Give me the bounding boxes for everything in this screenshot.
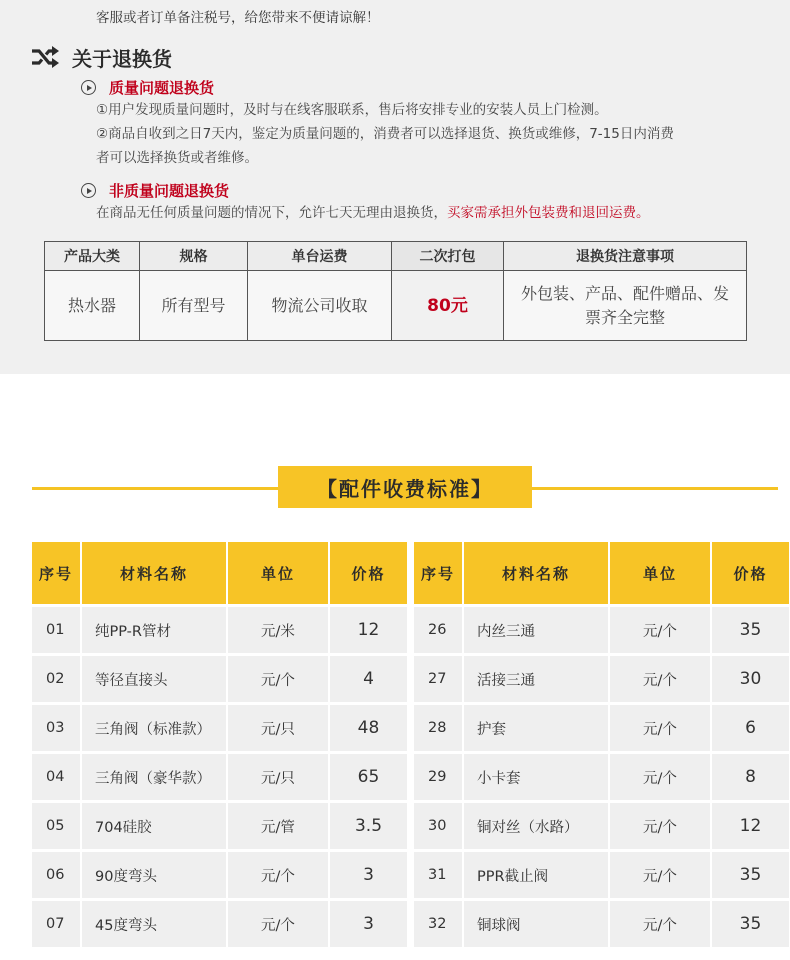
returns-heading — [30, 42, 172, 72]
table-row — [32, 800, 407, 849]
item-number-cell: 29 — [414, 751, 464, 800]
item-number-cell: 05 — [32, 800, 82, 849]
item-price-cell: 8 — [712, 751, 789, 800]
item-number-cell: 28 — [414, 702, 464, 751]
item-number-cell: 06 — [32, 849, 82, 898]
price-header-row — [32, 542, 407, 604]
item-unit-cell: 元/个 — [610, 751, 712, 800]
returns-panel — [0, 0, 790, 374]
non-quality-returns-heading — [68, 180, 229, 201]
table-row — [414, 751, 789, 800]
shipping-header-cell: 单台运费 — [248, 242, 392, 271]
item-unit-cell: 元/个 — [610, 898, 712, 947]
item-number-cell: 02 — [32, 653, 82, 702]
col-header-no: 序号 — [32, 542, 82, 604]
item-price-cell: 3.5 — [330, 800, 407, 849]
col-header-name: 材料名称 — [82, 542, 228, 604]
item-price-cell: 3 — [330, 898, 407, 947]
col-header-price: 价格 — [712, 542, 789, 604]
item-name-cell: 等径直接头 — [82, 653, 228, 702]
item-price-cell: 4 — [330, 653, 407, 702]
item-name-cell: 铜球阀 — [464, 898, 610, 947]
title-rule-right — [532, 487, 778, 490]
item-unit-cell: 元/个 — [610, 702, 712, 751]
non-quality-returns-title: 非质量问题退换货 — [109, 182, 230, 200]
item-name-cell: 纯PP-R管材 — [82, 604, 228, 653]
item-unit-cell: 元/管 — [228, 800, 330, 849]
item-price-cell: 35 — [712, 604, 789, 653]
shipping-header-cell: 二次打包 — [392, 242, 504, 271]
quality-line-2: ②商品自收到之日7天内，鉴定为质量问题的，消费者可以选择退货、换货或维修，7-15日内消费 — [96, 126, 674, 142]
shipping-row — [45, 271, 747, 341]
item-number-cell: 30 — [414, 800, 464, 849]
item-number-cell: 31 — [414, 849, 464, 898]
item-name-cell: 活接三通 — [464, 653, 610, 702]
item-name-cell: 三角阀（豪华款） — [82, 751, 228, 800]
item-name-cell: 三角阀（标准款） — [82, 702, 228, 751]
item-number-cell: 27 — [414, 653, 464, 702]
item-unit-cell: 元/个 — [228, 849, 330, 898]
table-row — [32, 751, 407, 800]
non-quality-fee-note: 买家需承担外包装费和退回运费。 — [447, 205, 650, 221]
play-circle-icon — [81, 183, 96, 198]
return-notes-text: 外包装、产品、配件赠品、发票齐全完整 — [520, 283, 729, 327]
col-header-name: 材料名称 — [464, 542, 610, 604]
item-unit-cell: 元/米 — [228, 604, 330, 653]
item-number-cell: 26 — [414, 604, 464, 653]
col-header-price: 价格 — [330, 542, 407, 604]
shipping-table — [44, 241, 747, 341]
returns-title: 关于退换货 — [72, 46, 172, 71]
table-row — [32, 653, 407, 702]
item-number-cell: 03 — [32, 702, 82, 751]
quality-line-1: ①用户发现质量问题时，及时与在线客服联系，售后将安排专业的安装人员上门检测。 — [96, 102, 608, 118]
col-header-no: 序号 — [414, 542, 464, 604]
item-price-cell: 35 — [712, 849, 789, 898]
item-price-cell: 12 — [330, 604, 407, 653]
item-price-cell: 35 — [712, 898, 789, 947]
item-unit-cell: 元/只 — [228, 702, 330, 751]
table-row — [32, 604, 407, 653]
table-row — [414, 800, 789, 849]
accessory-price-table-left — [32, 542, 407, 947]
table-row — [32, 898, 407, 947]
shipping-header-row — [45, 242, 747, 271]
item-number-cell: 32 — [414, 898, 464, 947]
item-unit-cell: 元/个 — [610, 604, 712, 653]
item-price-cell: 6 — [712, 702, 789, 751]
quality-returns-heading — [68, 77, 214, 98]
item-name-cell: 内丝三通 — [464, 604, 610, 653]
accessory-price-table-right — [414, 542, 789, 947]
non-quality-text: 在商品无任何质量问题的情况下，允许七天无理由退换货， — [96, 205, 447, 221]
table-row — [414, 653, 789, 702]
table-row — [414, 604, 789, 653]
shipping-fee-cell: 物流公司收取 — [248, 271, 392, 341]
item-price-cell: 3 — [330, 849, 407, 898]
col-header-unit: 单位 — [228, 542, 330, 604]
item-number-cell: 01 — [32, 604, 82, 653]
item-unit-cell: 元/个 — [610, 849, 712, 898]
item-number-cell: 07 — [32, 898, 82, 947]
item-name-cell: PPR截止阀 — [464, 849, 610, 898]
table-row — [32, 849, 407, 898]
title-rule-left — [32, 487, 278, 490]
shipping-header-cell: 产品大类 — [45, 242, 140, 271]
item-unit-cell: 元/个 — [610, 653, 712, 702]
table-row — [414, 849, 789, 898]
item-price-cell: 65 — [330, 751, 407, 800]
spec-cell: 所有型号 — [140, 271, 248, 341]
item-unit-cell: 元/个 — [228, 653, 330, 702]
item-name-cell: 90度弯头 — [82, 849, 228, 898]
return-notes-cell — [504, 271, 747, 341]
shuffle-icon — [30, 44, 60, 70]
play-circle-icon — [81, 80, 96, 95]
accessories-title: 【配件收费标准】 — [278, 466, 532, 508]
item-name-cell: 45度弯头 — [82, 898, 228, 947]
table-row — [414, 898, 789, 947]
item-price-cell: 12 — [712, 800, 789, 849]
repack-fee-cell: 80元 — [392, 271, 504, 341]
item-price-cell: 48 — [330, 702, 407, 751]
item-unit-cell: 元/个 — [228, 898, 330, 947]
table-row — [414, 702, 789, 751]
item-number-cell: 04 — [32, 751, 82, 800]
quality-returns-title: 质量问题退换货 — [109, 79, 215, 97]
item-name-cell: 铜对丝（水路） — [464, 800, 610, 849]
item-name-cell: 护套 — [464, 702, 610, 751]
table-row — [32, 702, 407, 751]
item-name-cell: 小卡套 — [464, 751, 610, 800]
item-unit-cell: 元/只 — [228, 751, 330, 800]
col-header-unit: 单位 — [610, 542, 712, 604]
non-quality-line — [96, 201, 650, 225]
price-header-row — [414, 542, 789, 604]
quality-line-3: 者可以选择换货或者维修。 — [96, 150, 258, 166]
shipping-header-cell: 规格 — [140, 242, 248, 271]
item-name-cell: 704硅胶 — [82, 800, 228, 849]
tax-notice: 客服或者订单备注税号，给您带来不便请谅解！ — [96, 10, 380, 26]
item-price-cell: 30 — [712, 653, 789, 702]
product-category-cell: 热水器 — [45, 271, 140, 341]
item-unit-cell: 元/个 — [610, 800, 712, 849]
shipping-header-cell: 退换货注意事项 — [504, 242, 747, 271]
